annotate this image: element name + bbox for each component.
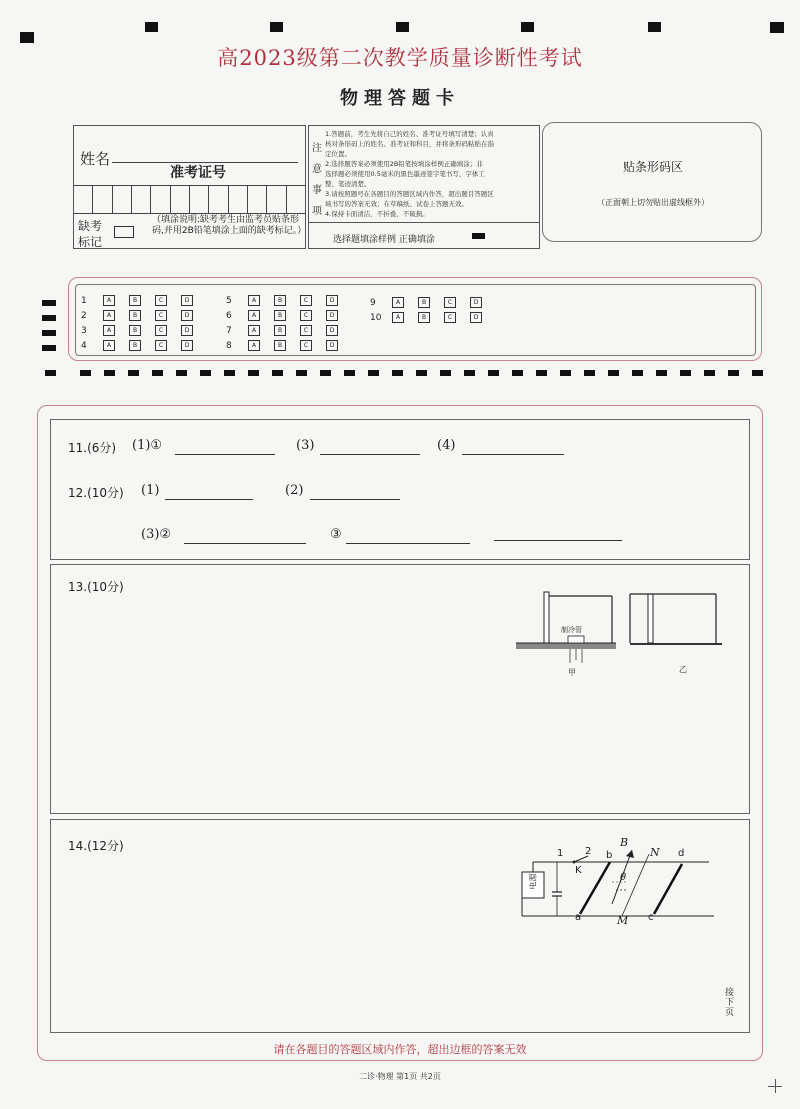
fig-label-b: b bbox=[606, 850, 613, 861]
choice-row: 7 A B C D bbox=[226, 325, 352, 336]
separator-dash bbox=[632, 370, 643, 376]
choice-row: 10 A B C D bbox=[370, 312, 496, 323]
choice-row: 5 A B C D bbox=[226, 295, 352, 306]
q12-blank1[interactable] bbox=[165, 499, 253, 500]
option-d[interactable]: D bbox=[181, 310, 193, 321]
exam-no-label: 准考证号 bbox=[170, 165, 226, 181]
name-label: 姓名 bbox=[80, 150, 111, 168]
fig-a-label: 甲 bbox=[568, 668, 576, 677]
q12-part1: (1) bbox=[141, 483, 160, 498]
row-mark bbox=[42, 330, 56, 336]
absent-label: 缺考 标记 bbox=[78, 219, 103, 249]
separator-dash bbox=[320, 370, 331, 376]
option-d[interactable]: D bbox=[326, 325, 338, 336]
option-c[interactable]: C bbox=[444, 297, 456, 308]
q11-part1: (1)① bbox=[132, 438, 163, 453]
choice-row: 3 A B C D bbox=[81, 325, 207, 336]
option-d[interactable]: D bbox=[181, 295, 193, 306]
option-c[interactable]: C bbox=[300, 310, 312, 321]
option-a[interactable]: A bbox=[392, 312, 404, 323]
separator-dash bbox=[536, 370, 547, 376]
alignment-mark bbox=[270, 22, 283, 32]
footer-warning: 请在各题目的答题区域内作答，超出边框的答案无效 bbox=[273, 1043, 527, 1056]
q12-blank3b[interactable] bbox=[346, 543, 470, 544]
option-d[interactable]: D bbox=[181, 340, 193, 351]
choice-row: 9 A B C D bbox=[370, 297, 496, 308]
option-c[interactable]: C bbox=[300, 340, 312, 351]
row-mark bbox=[42, 345, 56, 351]
q11-blank1[interactable] bbox=[175, 454, 275, 455]
q12-part3: (3)② bbox=[141, 527, 172, 542]
q12-label: 12.(10分) bbox=[68, 486, 124, 500]
fill-sample-mark bbox=[472, 233, 485, 239]
alignment-mark bbox=[145, 22, 158, 32]
separator-dash bbox=[248, 370, 259, 376]
q11-part4: (4) bbox=[437, 438, 456, 453]
separator-dash bbox=[152, 370, 163, 376]
fig-label-M: M bbox=[617, 914, 629, 927]
q14-label: 14.(12分) bbox=[68, 839, 124, 853]
option-a[interactable]: A bbox=[248, 295, 260, 306]
separator-dash bbox=[368, 370, 379, 376]
option-c[interactable]: C bbox=[300, 295, 312, 306]
fig-label-N: N bbox=[650, 846, 660, 859]
q11-part3: (3) bbox=[296, 438, 315, 453]
exam-title: 高2023级第二次教学质量诊断性考试 bbox=[217, 46, 583, 70]
alignment-mark bbox=[396, 22, 409, 32]
cooling-tube-label: 制冷管 bbox=[561, 626, 582, 634]
absent-note: （填涂说明:缺考考生由监考员贴条形码,并用2B铅笔填涂上面的缺考标记。） bbox=[152, 215, 307, 236]
absent-checkbox[interactable] bbox=[114, 226, 134, 238]
option-d[interactable]: D bbox=[326, 310, 338, 321]
choice-row: 1 A B C D bbox=[81, 295, 207, 306]
choice-row: 8 A B C D bbox=[226, 340, 352, 351]
option-d[interactable]: D bbox=[326, 295, 338, 306]
option-a[interactable]: A bbox=[392, 297, 404, 308]
row-mark bbox=[42, 315, 56, 321]
option-b[interactable]: B bbox=[274, 310, 286, 321]
separator-dash bbox=[272, 370, 283, 376]
fig-ground bbox=[516, 643, 616, 649]
choice-row: 4 A B C D bbox=[81, 340, 207, 351]
separator-dash bbox=[680, 370, 691, 376]
q12-blank3c[interactable] bbox=[494, 540, 622, 541]
notice-divider bbox=[309, 222, 539, 223]
fig-label-c: c bbox=[648, 912, 654, 923]
separator-dash bbox=[344, 370, 355, 376]
page-footer: 二诊·物理 第1页 共2页 bbox=[359, 1072, 441, 1081]
fig-ground-2 bbox=[630, 643, 722, 645]
separator-dash bbox=[296, 370, 307, 376]
option-a[interactable]: A bbox=[103, 295, 115, 306]
alignment-mark bbox=[521, 22, 534, 32]
exam-no-grid[interactable] bbox=[74, 185, 305, 214]
option-c[interactable]: C bbox=[444, 312, 456, 323]
cooling-tube bbox=[568, 636, 584, 643]
answer-sheet-title: 物理答题卡 bbox=[340, 88, 460, 109]
option-b[interactable]: B bbox=[129, 295, 141, 306]
separator-dash bbox=[488, 370, 499, 376]
separator-dash bbox=[440, 370, 451, 376]
option-b[interactable]: B bbox=[274, 340, 286, 351]
row-mark bbox=[42, 300, 56, 306]
q12-blank2[interactable] bbox=[310, 499, 400, 500]
separator-dash bbox=[200, 370, 211, 376]
notice-box bbox=[308, 125, 540, 249]
separator-dash bbox=[176, 370, 187, 376]
separator-dash bbox=[80, 370, 91, 376]
separator-dash bbox=[656, 370, 667, 376]
separator-dash bbox=[392, 370, 403, 376]
candidate-info-box bbox=[73, 125, 306, 249]
separator-dash bbox=[704, 370, 715, 376]
separator-dash bbox=[464, 370, 475, 376]
separator-dash bbox=[224, 370, 235, 376]
option-c[interactable]: C bbox=[155, 310, 167, 321]
q12-part2: (2) bbox=[285, 483, 304, 498]
choice-row: 2 A B C D bbox=[81, 310, 207, 321]
alignment-mark bbox=[770, 22, 784, 33]
barcode-title: 贴条形码区 bbox=[622, 160, 683, 174]
option-a[interactable]: A bbox=[103, 310, 115, 321]
fig-wall-2 bbox=[648, 594, 653, 643]
option-c[interactable]: C bbox=[300, 325, 312, 336]
next-page-note: 接下页 bbox=[725, 988, 735, 1018]
separator-dash bbox=[128, 370, 139, 376]
fig-b-label: 乙 bbox=[679, 665, 687, 674]
fig-label-2: 2 bbox=[585, 846, 592, 857]
option-b[interactable]: B bbox=[418, 312, 430, 323]
q12-blank3[interactable] bbox=[184, 543, 306, 544]
separator-dash bbox=[728, 370, 739, 376]
option-a[interactable]: A bbox=[248, 340, 260, 351]
separator-dash bbox=[560, 370, 571, 376]
option-b[interactable]: B bbox=[129, 325, 141, 336]
choice-row: 6 A B C D bbox=[226, 310, 352, 321]
option-a[interactable]: A bbox=[248, 310, 260, 321]
q11-blank4[interactable] bbox=[462, 454, 564, 455]
notice-heading: 注 意 事 项 bbox=[312, 143, 322, 217]
fig-label-B: B bbox=[620, 836, 629, 849]
option-b[interactable]: B bbox=[129, 310, 141, 321]
option-d[interactable]: D bbox=[470, 297, 482, 308]
barcode-note: （正面朝上切勿贴出虚线框外） bbox=[597, 198, 709, 207]
option-b[interactable]: B bbox=[274, 325, 286, 336]
q12-part3b: ③ bbox=[330, 527, 342, 542]
option-a[interactable]: A bbox=[103, 340, 115, 351]
separator-dash bbox=[584, 370, 595, 376]
q11-blank3[interactable] bbox=[320, 454, 420, 455]
fig-label-K: K bbox=[575, 865, 582, 876]
corner-cross-mark bbox=[775, 1079, 776, 1093]
fig-label-a: a bbox=[575, 912, 582, 923]
option-d[interactable]: D bbox=[181, 325, 193, 336]
q11-label: 11.(6分) bbox=[68, 441, 117, 455]
fig-label-power: 电源 bbox=[528, 873, 538, 890]
notice-text: 1.答题前，考生先将自己的姓名、准考证号填写清楚；认真 核对条形码上的姓名、准考证和科目，并将条形码粘贴在指 定位置。 2.选择题答案必须使用2B铅笔按填涂样例正确填涂；非 选择题必须使用0.5毫米的黑色墨迹签字笔书写，字体工 整、笔迹清楚。 3.请按照题号在各题目的答题区域内作答，超出题目答题区 域书写的答案无效；在草稿纸、试卷上答题无效。 4.保持卡面清洁，不折叠、不破损。 bbox=[325, 130, 494, 218]
option-d[interactable]: D bbox=[326, 340, 338, 351]
option-b[interactable]: B bbox=[129, 340, 141, 351]
separator-dash bbox=[608, 370, 619, 376]
q13-label: 13.(10分) bbox=[68, 580, 124, 594]
option-b[interactable]: B bbox=[418, 297, 430, 308]
option-b[interactable]: B bbox=[274, 295, 286, 306]
separator-dash bbox=[104, 370, 115, 376]
option-a[interactable]: A bbox=[248, 325, 260, 336]
option-c[interactable]: C bbox=[155, 325, 167, 336]
separator-dash bbox=[512, 370, 523, 376]
option-a[interactable]: A bbox=[103, 325, 115, 336]
separator-dash bbox=[45, 370, 56, 376]
option-d[interactable]: D bbox=[470, 312, 482, 323]
fig-label-1: 1 bbox=[557, 848, 564, 859]
fig-label-theta: θ bbox=[620, 872, 627, 883]
option-c[interactable]: C bbox=[155, 340, 167, 351]
option-c[interactable]: C bbox=[155, 295, 167, 306]
fig-wall bbox=[544, 592, 549, 643]
fill-sample-label: 选择题填涂样例 正确填涂 bbox=[333, 235, 435, 245]
fig-label-d: d bbox=[678, 848, 685, 859]
separator-dash bbox=[416, 370, 427, 376]
separator-dash bbox=[752, 370, 763, 376]
q13-figure bbox=[512, 588, 724, 688]
barcode-area bbox=[542, 122, 762, 242]
alignment-mark bbox=[648, 22, 661, 32]
